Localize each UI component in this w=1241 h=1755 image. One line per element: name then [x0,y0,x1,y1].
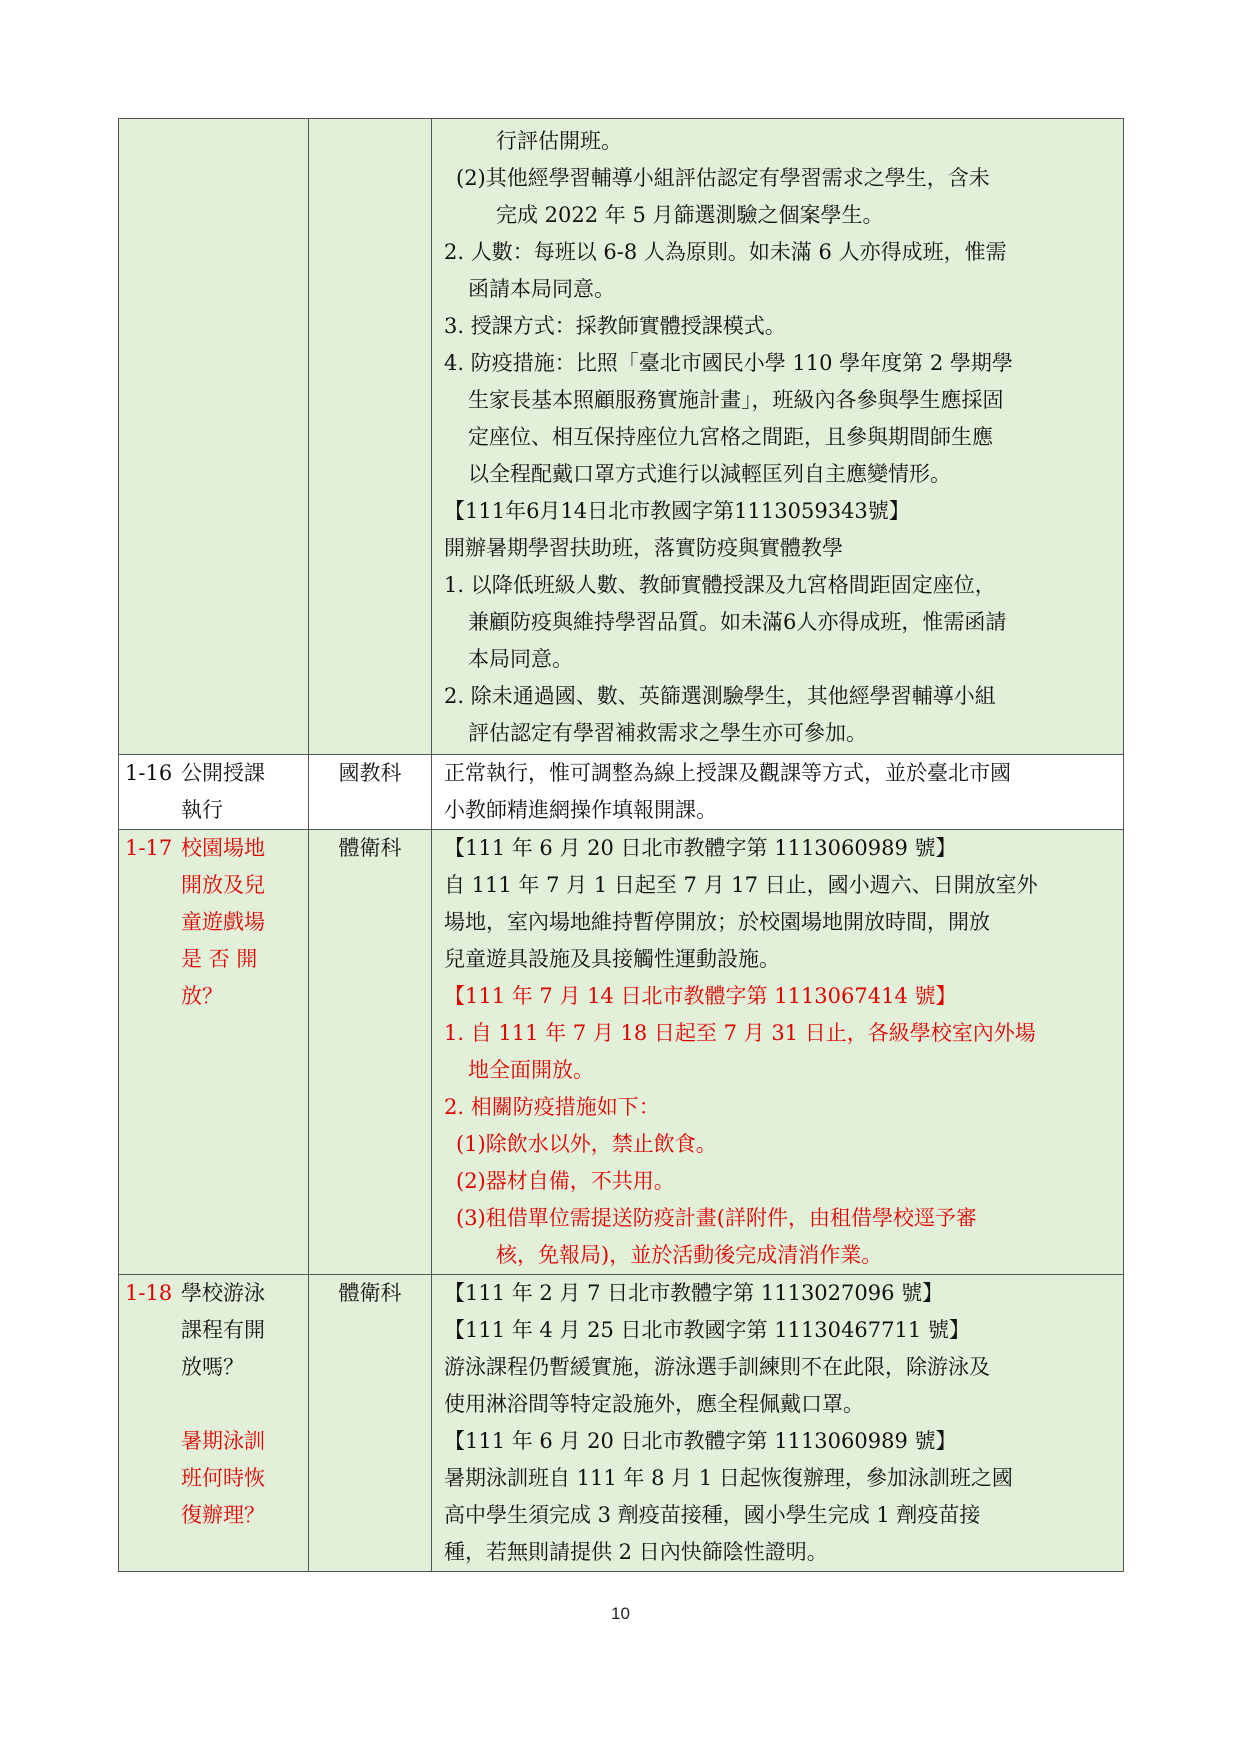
content-line: 開辦暑期學習扶助班，落實防疫與實體教學 [444,536,843,560]
topic-line: 校園場地 [181,836,265,860]
content-line: 以全程配戴口罩方式進行以減輕匡列自主應變情形。 [468,462,951,486]
topic-line: 是 否 開 [181,947,258,971]
topic-line: 執行 [181,798,223,822]
topic-line: 童遊戲場 [181,910,265,934]
content-line: (1)除飲水以外，禁止飲食。 [456,1132,717,1156]
dept-cell [309,755,432,830]
topic-line: 放嗎？ [181,1355,244,1379]
number-topic-cell [119,1275,309,1572]
topic-line: 放？ [181,984,223,1008]
dept-cell [309,1275,432,1572]
content-line: 【111 年 4 月 25 日北市教國字第 11130467711 號】 [444,1318,970,1342]
department: 國教科 [338,761,402,785]
topic-line: 暑期泳訓 [181,1429,265,1453]
content-line: 函請本局同意。 [468,277,615,301]
content-line: 完成 2022 年 5 月篩選測驗之個案學生。 [496,203,884,227]
table-row-1-17 [119,830,1124,1275]
content-line: 使用淋浴間等特定設施外，應全程佩戴口罩。 [444,1392,864,1416]
dept-cell [309,830,432,1275]
item-number: 1-16 [125,761,173,785]
number-topic-cell [119,119,309,755]
content-line: 4. 防疫措施：比照「臺北市國民小學 110 學年度第 2 學期學 [444,351,1013,375]
content-line: 暑期泳訓班自 111 年 8 月 1 日起恢復辦理，參加泳訓班之國 [444,1466,1013,1490]
faq-table [118,118,1124,1572]
topic [181,1275,308,1534]
content-line: 【111 年 2 月 7 日北市教體字第 1113027096 號】 [444,1281,944,1305]
content-line: 【111 年 7 月 14 日北市教體字第 1113067414 號】 [444,984,957,1008]
topic-line: 開放及兒 [181,873,265,897]
number-topic-cell [119,755,309,830]
topic-line: 班何時恢 [181,1466,265,1490]
content-line: (2)器材自備，不共用。 [456,1169,675,1193]
topic [181,755,308,829]
content-line: 種，若無則請提供 2 日內快篩陰性證明。 [444,1540,828,1564]
content-cell [432,830,1124,1275]
content-line: 2. 人數：每班以 6-8 人為原則。如未滿 6 人亦得成班，惟需 [444,240,1007,264]
content-line: 小教師精進網操作填報開課。 [444,798,717,822]
content-line: 定座位、相互保持座位九宮格之間距，且參與期間師生應 [468,425,993,449]
page-number: 10 [611,1604,630,1623]
content-line: 兼顧防疫與維持學習品質。如未滿6人亦得成班，惟需函請 [468,610,1007,634]
content-line: 1. 自 111 年 7 月 18 日起至 7 月 31 日止，各級學校室內外場 [444,1021,1036,1045]
content-line: 兒童遊具設施及具接觸性運動設施。 [444,947,780,971]
table-row-1-18 [119,1275,1124,1572]
topic-line: 課程有開 [181,1318,265,1342]
content-line: 2. 除未通過國、數、英篩選測驗學生，其他經學習輔導小組 [444,684,996,708]
content-line: 行評估開班。 [496,129,622,153]
department: 體衛科 [338,836,402,860]
number-topic-cell [119,830,309,1275]
department: 體衛科 [338,1281,402,1305]
content-line: (2)其他經學習輔導小組評估認定有學習需求之學生，含未 [456,166,990,190]
table-row-continued [119,119,1124,755]
content-line: (3)租借單位需提送防疫計畫(詳附件，由租借學校逕予審 [456,1206,977,1230]
content-line: 正常執行，惟可調整為線上授課及觀課等方式，並於臺北市國 [444,761,1011,785]
content-line: 核，免報局)，並於活動後完成清消作業。 [496,1243,883,1267]
content-cell [432,755,1124,830]
content-line: 地全面開放。 [468,1058,594,1082]
content-line: 【111 年 6 月 20 日北市教體字第 1113060989 號】 [444,1429,957,1453]
topic-swim-course [181,1275,308,1386]
item-number: 1-18 [125,1281,173,1305]
content-line: 評估認定有學習補救需求之學生亦可參加。 [468,721,867,745]
topic [181,830,308,1015]
topic-line: 復辦理？ [181,1503,265,1527]
topic-line: 公開授課 [181,761,265,785]
content-line: 【111 年 6 月 20 日北市教體字第 1113060989 號】 [444,836,957,860]
content-line: 高中學生須完成 3 劑疫苗接種，國小學生完成 1 劑疫苗接 [444,1503,981,1527]
content-line: 【111年6月14日北市教國字第1113059343號】 [444,499,910,523]
content-line: 2. 相關防疫措施如下： [444,1095,660,1119]
content-line: 生家長基本照顧服務實施計畫」，班級內各參與學生應採固 [468,388,1004,412]
content-cell [432,1275,1124,1572]
topic-line: 學校游泳 [181,1281,265,1305]
content-cell [432,119,1124,755]
content-line: 本局同意。 [468,647,573,671]
content-line: 游泳課程仍暫緩實施，游泳選手訓練則不在此限，除游泳及 [444,1355,990,1379]
content-line: 場地，室內場地維持暫停開放；於校園場地開放時間，開放 [444,910,990,934]
content-line: 自 111 年 7 月 1 日起至 7 月 17 日止，國小週六、日開放室外 [444,873,1038,897]
table-row-1-16 [119,755,1124,830]
content-line: 3. 授課方式：採教師實體授課模式。 [444,314,786,338]
item-number: 1-17 [125,836,173,860]
topic-summer-swim [181,1423,308,1534]
dept-cell [309,119,432,755]
content-line: 1. 以降低班級人數、教師實體授課及九宮格間距固定座位， [444,573,996,597]
